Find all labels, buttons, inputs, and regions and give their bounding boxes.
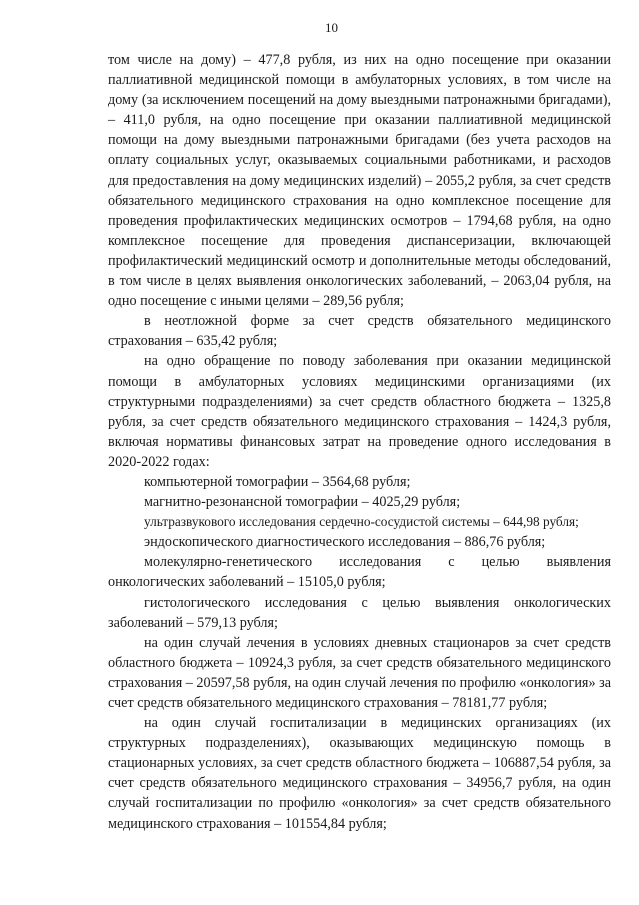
list-item-mri: магнитно-резонансной томографии – 4025,29 рубля; [144,494,461,511]
paragraph-outpatient-visit: на одно обращение по поводу заболевания при оказании медицинской помощи в амбулаторных условиях медицинскими организациями (их структурными подразделениями) за счет средств областного бюджета – 1325,8 рубля, за счет средств обязательного медицинского страхования – 1424,3 рубля, включая нормативы финансовых затрат на проведение одного исследования в 2020-2022 годах: [108,353,611,470]
list-item-histology: гистологического исследования с целью выявления онкологических заболеваний – 579,13 рубля; [108,594,611,631]
paragraph-continuation: том числе на дому) – 477,8 рубля, из них на одно посещение при оказании паллиативной медицинской помощи в амбулаторных условиях, в том числе на дому (за исключением посещений на дому выездными патронажными бригадами), – 411,0 рубля, на одно посещение при оказании паллиативной медицинской помощи на дому выездными патронажными бригадами (без учета расходов на оплату социальных услуг, оказываемых социальными работниками, и расходов для предоставления на дому медицинских изделий) – 2055,2 рубля, за счет средств обязательного медицинского страхования на одно комплексное посещение для проведения профилактических медицинских осмотров – 1794,68 рубля, на одно комплексное посещение для проведения диспансеризации, включающей профилактический медицинский осмотр и дополнительные методы обследований, в том числе в целях выявления онкологических заболеваний, – 2063,04 рубля, на одно посещение с иными целями – 289,56 рубля; [108,52,611,310]
list-item-ultrasound: ультразвукового исследования сердечно-сосудистой системы – 644,98 рубля; [144,514,579,530]
list-item-molecular-genetic: молекулярно-генетического исследования с целью выявления онкологических заболеваний – 15105,0 рубля; [108,554,611,591]
paragraph-day-hospital: на один случай лечения в условиях дневных стационаров за счет средств областного бюджета – 10924,3 рубля, за счет средств обязательного медицинского страхования – 20597,58 рубля, на один случай лечения по профилю «онкология» за счет средств обязательного медицинского страхования – 78181,77 рубля; [108,634,611,711]
paragraph-emergency-care: в неотложной форме за счет средств обязательного медицинского страхования – 635,42 рубля; [108,313,611,350]
list-item-endoscopy: эндоскопического диагностического исследования – 886,76 рубля; [144,534,546,551]
paragraph-hospitalization: на один случай госпитализации в медицинских организациях (их структурных подразделениях), оказывающих медицинскую помощь в стационарных условиях, за счет средств областного бюджета – 106887,54 рубля, за счет средств обязательного медицинского страхования – 34956,7 рубля, на один случай госпитализации по профилю «онкология» за счет средств обязательного медицинского страхования – 101554,84 рубля; [108,715,611,832]
page-number: 10 [325,20,338,35]
list-item-ct: компьютерной томографии – 3564,68 рубля; [144,473,411,490]
document-body [108,50,611,834]
